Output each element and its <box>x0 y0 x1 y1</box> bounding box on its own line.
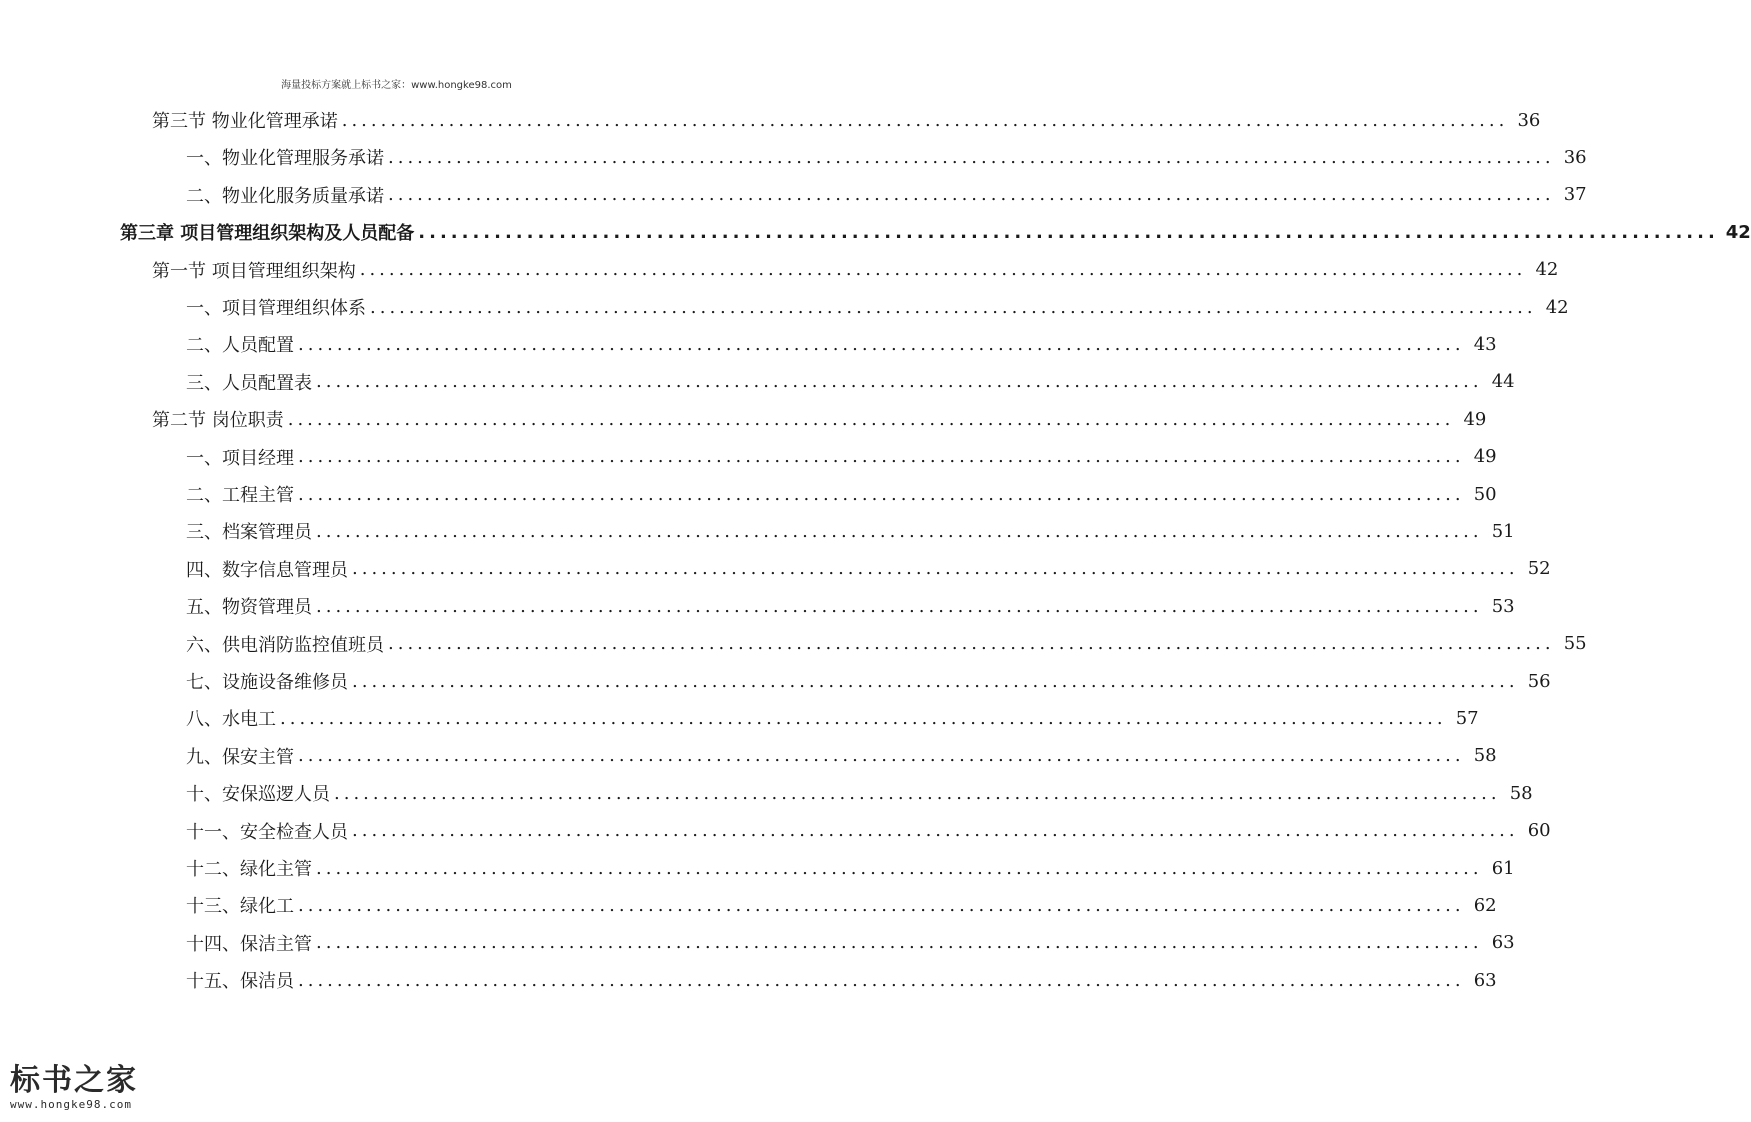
toc-entry-title: 三、人员配置表 <box>186 372 312 394</box>
toc-dot-leader: ........................................................................................................................ <box>298 969 1465 991</box>
toc-entry-title: 十二、绿化主管 <box>186 859 312 880</box>
toc-entry-title: 十五、保洁员 <box>186 971 294 993</box>
toc-entry-title: 六、供电消防监控值班员 <box>186 634 384 656</box>
toc-entry-page: 55 <box>1563 633 1587 655</box>
toc-entry[interactable] <box>186 928 1515 958</box>
toc-dot-leader: ........................................................................................................................ <box>298 483 1465 505</box>
toc-entry-page: 43 <box>1473 333 1497 355</box>
toc-entry-page: 36 <box>1563 146 1587 168</box>
toc-dot-leader: ........................................................................................................................ <box>341 109 1509 131</box>
toc-entry-page: 58 <box>1509 782 1533 804</box>
toc-entry[interactable] <box>186 292 1569 322</box>
toc-entry[interactable] <box>186 479 1497 509</box>
toc-entry-title: 一、物业化管理服务承诺 <box>186 148 384 170</box>
toc-dot-leader: ........................................................................................................................ <box>280 707 1447 729</box>
toc-entry-page: 52 <box>1527 558 1551 580</box>
toc-entry[interactable] <box>186 703 1479 733</box>
toc-entry-page: 42 <box>1535 259 1559 281</box>
toc-dot-leader: ........................................................................................................................ <box>316 932 1483 954</box>
toc-entry-page: 51 <box>1491 520 1515 542</box>
toc-entry[interactable] <box>120 217 1751 247</box>
toc-entry[interactable] <box>186 666 1551 696</box>
toc-entry-page: 62 <box>1473 894 1497 916</box>
toc-entry[interactable] <box>152 105 1541 135</box>
toc-dot-leader: ........................................................................................................................ <box>316 595 1483 617</box>
toc-entry[interactable] <box>186 816 1551 846</box>
toc-entry-page: 61 <box>1491 857 1515 879</box>
toc-entry-title: 一、项目经理 <box>186 447 294 469</box>
toc-entry[interactable] <box>186 741 1497 771</box>
footer-url: www.hongke98.com <box>10 1098 132 1111</box>
toc-entry[interactable] <box>186 629 1587 659</box>
toc-entry-page: 44 <box>1491 371 1515 393</box>
toc-entry-title: 一、项目管理组织体系 <box>186 298 366 319</box>
toc-entry-title: 五、物资管理员 <box>186 597 312 619</box>
toc-entry[interactable] <box>186 516 1515 546</box>
toc-entry-page: 49 <box>1473 446 1497 468</box>
toc-entry-title: 四、数字信息管理员 <box>186 559 348 581</box>
toc-entry-page: 58 <box>1473 745 1497 767</box>
toc-entry[interactable] <box>152 404 1487 434</box>
toc-entry[interactable] <box>186 778 1533 808</box>
toc-dot-leader: ........................................................................................................................ <box>287 408 1455 430</box>
toc-entry-title: 第一节 项目管理组织架构 <box>152 260 356 282</box>
toc-entry-title: 十四、保洁主管 <box>186 933 312 955</box>
toc-entry-page: 36 <box>1517 109 1541 131</box>
toc-entry-title: 二、工程主管 <box>186 485 294 506</box>
toc-entry[interactable] <box>186 890 1497 920</box>
toc-dot-leader: ........................................................................................................................ <box>352 670 1519 692</box>
toc-dot-leader: ........................................................................................................................ <box>370 296 1537 318</box>
toc-entry-page: 57 <box>1455 707 1479 729</box>
toc-entry-title: 第三节 物业化管理承诺 <box>152 111 338 132</box>
toc-dot-leader: ........................................................................................................................ <box>298 446 1465 468</box>
footer-brand: 标书之家 <box>10 1063 138 1098</box>
toc-dot-leader: ........................................................................................................................ <box>388 633 1555 655</box>
toc-entry[interactable] <box>186 442 1497 472</box>
toc-entry-page: 49 <box>1463 408 1487 430</box>
toc-dot-leader: ........................................................................................................................ <box>388 146 1555 168</box>
toc-entry[interactable] <box>186 965 1497 995</box>
toc-dot-leader: ........................................................................................................................ <box>298 745 1465 767</box>
toc-entry[interactable] <box>186 142 1587 172</box>
toc-dot-leader: ........................................................................................................................ <box>352 558 1519 580</box>
toc-entry-page: 56 <box>1527 670 1551 692</box>
toc-dot-leader: ........................................................................................................................ <box>316 371 1483 393</box>
toc-entry-page: 42 <box>1725 221 1751 243</box>
toc-entry-title: 九、保安主管 <box>186 746 294 768</box>
header-note: 海量投标方案就上标书之家：www.hongke98.com <box>281 80 512 91</box>
toc-entry[interactable] <box>186 367 1515 397</box>
footer-logo <box>10 1064 170 1111</box>
toc-entry-title: 第三章 项目管理组织架构及人员配备 <box>120 223 415 245</box>
toc-entry[interactable] <box>186 591 1515 621</box>
toc-dot-leader: ........................................................................................................................ <box>316 857 1483 879</box>
toc-entry-title: 二、物业化服务质量承诺 <box>186 185 384 207</box>
toc-entry-page: 37 <box>1563 184 1587 206</box>
toc-entry-page: 63 <box>1473 969 1497 991</box>
toc-entry-title: 三、档案管理员 <box>186 522 312 544</box>
toc-entry-title: 十三、绿化工 <box>186 896 294 918</box>
toc-entry-page: 63 <box>1491 932 1515 954</box>
toc-entry-title: 第二节 岗位职责 <box>152 410 284 432</box>
toc-entry-title: 八、水电工 <box>186 709 276 731</box>
toc-entry-page: 60 <box>1527 820 1551 842</box>
toc-entry[interactable] <box>186 554 1551 584</box>
toc-dot-leader: ........................................................................................................................ <box>352 820 1519 842</box>
toc-dot-leader: ........................................................................................................................ <box>359 259 1527 281</box>
toc-dot-leader: ........................................................................................................................ <box>298 894 1465 916</box>
toc-entry[interactable] <box>186 853 1515 883</box>
toc-entry-title: 二、人员配置 <box>186 335 294 357</box>
toc-entry-title: 十一、安全检查人员 <box>186 821 348 843</box>
toc-dot-leader: ........................................................................................................................ <box>418 221 1719 243</box>
toc-dot-leader: ........................................................................................................................ <box>388 184 1555 206</box>
toc-entry[interactable] <box>186 329 1497 359</box>
toc-entry-page: 50 <box>1473 483 1497 505</box>
toc-entry-page: 42 <box>1545 296 1569 318</box>
toc-entry-page: 53 <box>1491 595 1515 617</box>
toc-entry-title: 七、设施设备维修员 <box>186 672 348 693</box>
toc-dot-leader: ........................................................................................................................ <box>316 520 1483 542</box>
toc-dot-leader: ........................................................................................................................ <box>334 782 1501 804</box>
toc-dot-leader: ........................................................................................................................ <box>298 333 1465 355</box>
toc-entry[interactable] <box>152 255 1559 285</box>
toc-entry[interactable] <box>186 180 1587 210</box>
toc-entry-title: 十、安保巡逻人员 <box>186 784 330 806</box>
